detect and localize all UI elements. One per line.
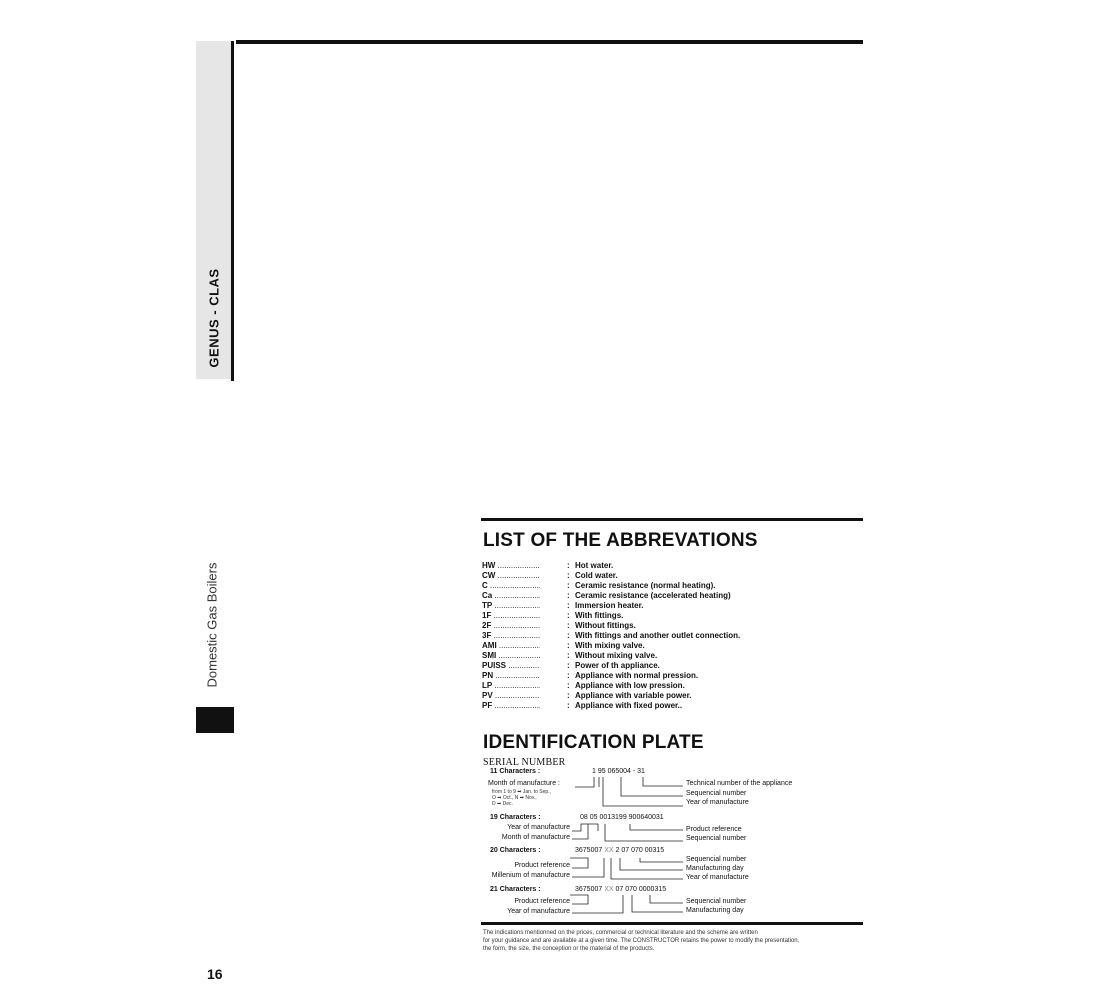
c20-heading: 20 Characters : [490, 847, 541, 854]
abbreviation-separator: : [567, 701, 570, 710]
abbreviation-definition: Appliance with variable power. [575, 691, 692, 700]
abbreviation-separator: : [567, 571, 570, 580]
abbreviation-row [482, 671, 862, 681]
abbreviation-definition: With fittings. [575, 611, 624, 620]
disclaimer-line: the form, the size, the conception or the material of the products. [483, 946, 655, 952]
page-number: 16 [207, 966, 223, 982]
abbreviation-row [482, 661, 862, 671]
c11-month-label: Month of manufacture : [488, 780, 560, 787]
abbreviation-code: CW ..... [482, 571, 540, 581]
c20-left-2: Millenium of manufacture [491, 872, 570, 879]
c19-number: 08 05 0013199 900640031 [580, 814, 664, 821]
c19-left-1: Year of manufacture [507, 824, 570, 831]
c11-right-2: Sequencial number [686, 790, 747, 797]
abbreviation-separator: : [567, 671, 570, 680]
abbreviation-code: 1F ..... [482, 611, 540, 621]
abbreviation-code: PN ..... [482, 671, 540, 681]
abbreviation-separator: : [567, 631, 570, 640]
c20-number-part-1: 3675007 [575, 847, 603, 854]
c21-number [575, 886, 666, 894]
abbreviation-code: 3F ..... [482, 631, 540, 641]
abbreviation-separator: : [567, 591, 570, 600]
disclaimer [483, 929, 873, 953]
c20-left-1: Product reference [514, 862, 570, 869]
abbreviation-definition: Appliance with fixed power.. [575, 701, 683, 710]
c19-left-2: Month of manufacture [501, 834, 570, 841]
c21-number-part-1: 3675007 [575, 886, 603, 893]
abbreviation-separator: : [567, 681, 570, 690]
abbreviation-code: PF ..... [482, 701, 540, 711]
abbreviation-row [482, 651, 862, 661]
c11-number: 1 95 065004 - 31 [592, 768, 645, 775]
c21-heading: 21 Characters : [490, 886, 541, 893]
serial-number-subtitle: SERIAL NUMBER [483, 757, 566, 768]
disclaimer-line: The indications mentionned on the prices, commercial or technical literature and the scheme are written [483, 930, 758, 936]
abbreviation-code: LP ..... [482, 681, 540, 691]
c20-right-1: Sequencial number [686, 856, 747, 863]
c11-month-note-3: D ➡ Dec. [492, 801, 513, 807]
section-tab-border [231, 41, 234, 381]
abbreviation-separator: : [567, 691, 570, 700]
abbreviation-definition: Without fittings. [575, 621, 636, 630]
c19-heading: 19 Characters : [490, 814, 541, 821]
abbreviation-row [482, 561, 862, 571]
section-marker-block [196, 707, 234, 733]
c21-left-2: Year of manufacture [507, 908, 570, 915]
abbreviation-row [482, 591, 862, 601]
abbreviation-code: C ..... [482, 581, 540, 591]
abbreviation-row [482, 571, 862, 581]
c19-right-2: Sequencial number [686, 835, 747, 842]
c21-left-1: Product reference [514, 898, 570, 905]
abbreviations-rule [481, 518, 863, 521]
abbreviation-definition: Appliance with normal pression. [575, 671, 699, 680]
abbreviation-row [482, 601, 862, 611]
disclaimer-line: for your guidance and are available at a given time. The CONSTRUCTOR retains the power to modify the presentation, [483, 938, 800, 944]
abbreviation-code: 2F ..... [482, 621, 540, 631]
c19-right-1: Product reference [686, 826, 742, 833]
abbreviation-separator: : [567, 651, 570, 660]
identification-plate-title: IDENTIFICATION PLATE [483, 732, 704, 753]
abbreviation-separator: : [567, 561, 570, 570]
c20-number-part-2: 2 07 070 00315 [615, 847, 665, 854]
abbreviation-definition: Power of th appliance. [575, 661, 660, 670]
c21-number-xx: XX [604, 886, 614, 893]
c21-right-1: Sequencial number [686, 898, 747, 905]
section-caption: Domestic Gas Boilers [204, 562, 220, 688]
abbreviation-separator: : [567, 601, 570, 610]
abbreviation-definition: Appliance with low pression. [575, 681, 685, 690]
abbreviation-definition: Ceramic resistance (normal heating). [575, 581, 716, 590]
c11-month-note-1: from 1 to 9 ➡ Jan. to Sep., [492, 789, 551, 795]
c20-number [575, 847, 664, 855]
abbreviation-row [482, 691, 862, 701]
abbreviation-code: Ca ..... [482, 591, 540, 601]
abbreviation-separator: : [567, 581, 570, 590]
c11-heading: 11 Characters : [490, 768, 541, 775]
abbreviation-code: PUISS ..... [482, 661, 540, 671]
c20-number-xx: XX [604, 847, 614, 854]
disclaimer-rule [481, 922, 863, 925]
abbreviation-definition: With fittings and another outlet connection. [575, 631, 741, 640]
abbreviation-separator: : [567, 641, 570, 650]
c20-right-3: Year of manufacture [686, 874, 749, 881]
abbreviation-definition: With mixing valve. [575, 641, 645, 650]
c20-right-2: Manufacturing day [686, 865, 744, 872]
abbreviation-row [482, 701, 862, 711]
top-rule [236, 40, 863, 44]
abbreviation-code: TP ..... [482, 601, 540, 611]
abbreviation-code: SMI ..... [482, 651, 540, 661]
c21-number-part-2: 07 070 0000315 [615, 886, 667, 893]
c11-right-3: Year of manufacture [686, 799, 749, 806]
abbreviations-list [482, 561, 862, 711]
abbreviation-definition: Hot water. [575, 561, 614, 570]
abbreviation-separator: : [567, 621, 570, 630]
abbreviation-separator: : [567, 661, 570, 670]
c11-right-1: Technical number of the appliance [686, 780, 793, 787]
abbreviation-row [482, 681, 862, 691]
abbreviation-definition: Immersion heater. [575, 601, 644, 610]
abbreviation-definition: Cold water. [575, 571, 618, 580]
abbreviation-row [482, 621, 862, 631]
abbreviation-row [482, 581, 862, 591]
abbreviation-definition: Without mixing valve. [575, 651, 658, 660]
abbreviation-row [482, 641, 862, 651]
abbreviation-definition: Ceramic resistance (accelerated heating) [575, 591, 731, 600]
c11-month-note-2: O ➡ Oct., N ➡ Nov., [492, 795, 537, 801]
c21-right-2: Manufacturing day [686, 907, 744, 914]
abbreviation-code: PV ..... [482, 691, 540, 701]
abbreviation-row [482, 611, 862, 621]
abbreviations-title: LIST OF THE ABBREVATIONS [483, 530, 758, 551]
abbreviation-code: AMI ..... [482, 641, 540, 651]
abbreviation-separator: : [567, 611, 570, 620]
section-tab-label: GENUS - CLAS [206, 268, 222, 368]
abbreviation-code: HW ..... [482, 561, 540, 571]
abbreviation-row [482, 631, 862, 641]
